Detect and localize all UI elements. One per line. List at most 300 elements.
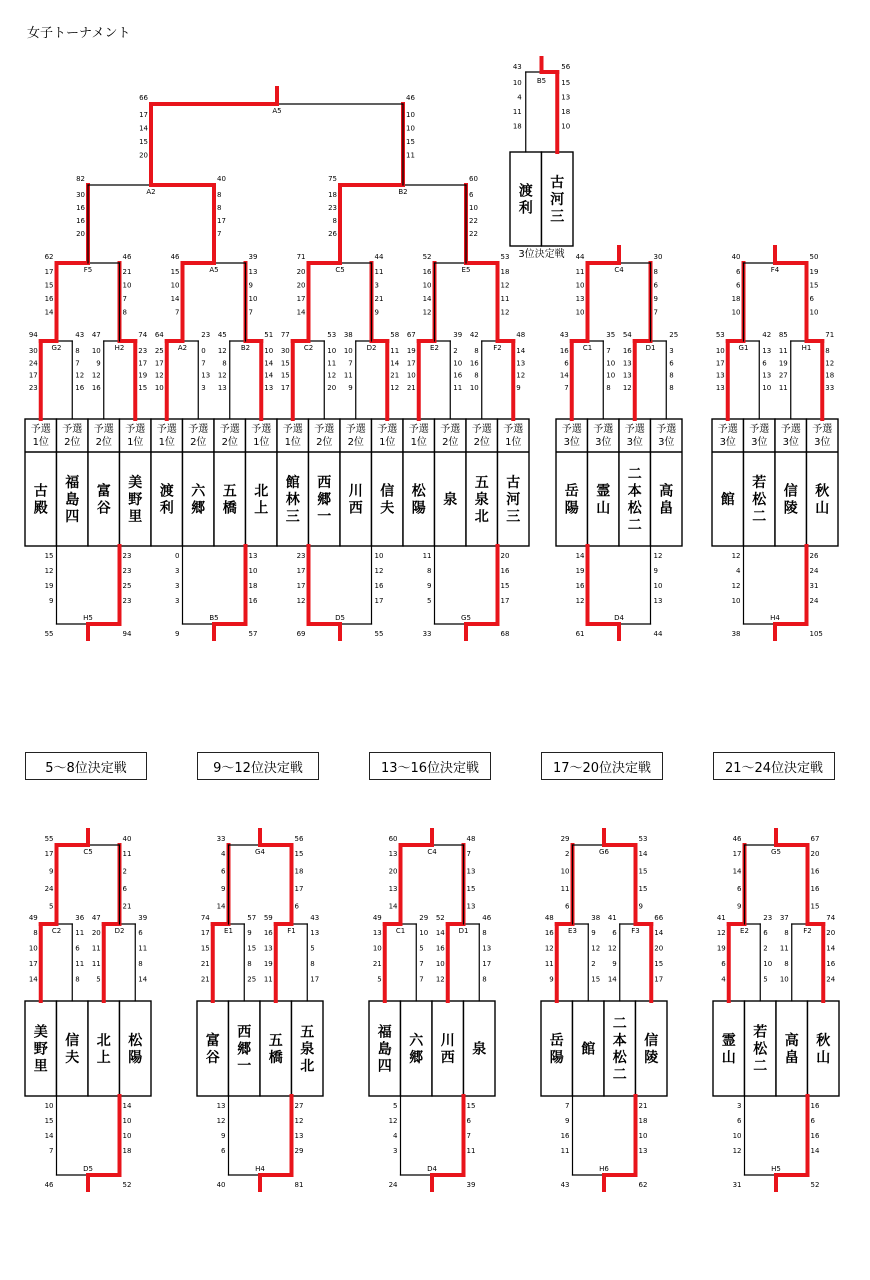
set-score: 10: [28, 944, 38, 953]
set-score: 3: [374, 281, 379, 290]
third-place-label: 3位決定戦: [518, 249, 565, 260]
team-name: 古河三: [506, 475, 521, 525]
score-total: 46: [732, 835, 742, 843]
set-score: 17: [28, 960, 38, 968]
set-score: 9: [653, 295, 658, 303]
set-score: 15: [44, 281, 54, 290]
team-name: 館林三: [285, 475, 300, 525]
set-score: 16: [75, 383, 85, 392]
set-score: 14: [810, 1147, 820, 1155]
set-score: 21: [406, 383, 416, 392]
set-score: 23: [122, 552, 132, 560]
score-total: 40: [217, 175, 226, 183]
set-score: 8: [784, 929, 789, 937]
score-total: 74: [826, 914, 836, 922]
set-score: 15: [294, 850, 304, 858]
match-code: C4: [614, 266, 624, 274]
set-score: 15: [200, 944, 210, 953]
match-code: E2: [430, 344, 439, 352]
score-total: 56: [561, 63, 571, 71]
set-score: 11: [466, 1147, 476, 1155]
set-score: 18: [638, 1117, 648, 1125]
team-name: 西郷一: [317, 475, 332, 525]
qualifier-tag: 予選: [377, 424, 398, 435]
set-score: 10: [809, 308, 819, 317]
score-total: 49: [28, 914, 38, 922]
set-score: 15: [654, 960, 664, 968]
set-score: 23: [328, 204, 337, 212]
set-score: 13: [762, 371, 772, 380]
set-score: 7: [75, 359, 80, 368]
set-score: 10: [122, 1117, 132, 1125]
score-total: 57: [248, 630, 258, 638]
team-name: 高畠: [659, 483, 674, 517]
set-score: 13: [653, 597, 663, 605]
set-score: 14: [138, 975, 148, 984]
team-name: 五橋: [222, 483, 237, 517]
set-score: 9: [638, 902, 643, 911]
set-score: 10: [406, 124, 415, 133]
set-score: 11: [778, 347, 788, 355]
set-score: 17: [500, 597, 510, 605]
set-score: 13: [762, 347, 772, 355]
set-score: 14: [390, 359, 400, 368]
set-score: 14: [139, 124, 148, 133]
score-total: 43: [560, 1181, 570, 1189]
set-score: 11: [406, 151, 415, 160]
set-score: 17: [154, 359, 164, 368]
set-score: 10: [327, 347, 337, 355]
set-score: 12: [327, 371, 337, 380]
set-score: 8: [669, 371, 674, 380]
qualifier-rank: 2位: [316, 437, 333, 448]
score-total: 74: [138, 331, 148, 339]
set-score: 15: [139, 138, 148, 146]
team-name: 六郷: [191, 483, 206, 517]
set-score: 17: [374, 597, 384, 605]
team-name: 松陽: [411, 483, 426, 517]
set-score: 18: [500, 268, 510, 276]
score-total: 105: [809, 630, 823, 638]
qualifier-rank: 1位: [410, 437, 427, 448]
set-score: 16: [622, 347, 632, 355]
set-score: 18: [122, 1147, 132, 1155]
set-score: 17: [296, 567, 306, 575]
score-total: 53: [715, 331, 725, 339]
set-score: 23: [122, 597, 132, 605]
set-score: 16: [76, 217, 85, 225]
set-score: 13: [622, 371, 632, 380]
set-score: 10: [374, 552, 384, 560]
match-code: D2: [114, 927, 125, 935]
qualifier-tag: 予選: [561, 424, 582, 435]
set-score: 9: [348, 383, 353, 392]
set-score: 17: [44, 268, 54, 276]
set-score: 16: [263, 929, 273, 937]
set-score: 17: [296, 582, 306, 590]
score-total: 48: [466, 835, 476, 843]
score-total: 75: [328, 175, 337, 183]
set-score: 17: [200, 929, 210, 937]
set-score: 14: [638, 850, 648, 858]
set-score: 9: [549, 975, 554, 984]
set-score: 5: [393, 1102, 398, 1110]
score-total: 30: [653, 253, 663, 261]
set-score: 18: [294, 867, 304, 876]
set-score: 6: [466, 1117, 471, 1125]
set-score: 6: [669, 359, 674, 368]
set-score: 8: [247, 960, 252, 968]
set-score: 7: [201, 359, 206, 368]
match-code: F2: [803, 927, 812, 935]
team-name: 美野里: [33, 1024, 48, 1075]
set-score: 10: [560, 867, 570, 876]
set-score: 13: [561, 93, 571, 102]
set-score: 7: [419, 975, 424, 984]
set-score: 8: [75, 975, 80, 984]
set-score: 10: [763, 960, 773, 968]
team-name: 五泉北: [474, 475, 489, 525]
qualifier-rank: 1位: [32, 437, 49, 448]
set-score: 2: [591, 960, 596, 968]
set-score: 6: [294, 902, 299, 911]
set-score: 20: [327, 383, 337, 392]
qualifier-rank: 3位: [751, 437, 768, 448]
team-name: 渡利: [159, 483, 174, 517]
set-score: 10: [264, 347, 274, 355]
set-score: 11: [453, 383, 463, 392]
score-total: 42: [762, 331, 772, 339]
set-score: 16: [560, 1132, 570, 1140]
qualifier-tag: 予選: [624, 424, 645, 435]
score-total: 67: [406, 331, 416, 339]
score-total: 48: [516, 331, 526, 339]
match-code: C2: [51, 927, 62, 935]
score-total: 44: [653, 630, 663, 638]
score-total: 62: [44, 253, 54, 261]
set-score: 25: [247, 975, 257, 984]
placement-caption: 21～24位決定戦: [713, 752, 835, 780]
score-total: 77: [280, 331, 290, 339]
set-score: 20: [296, 281, 306, 290]
set-score: 3: [175, 567, 180, 575]
set-score: 8: [138, 960, 143, 968]
match-code: G5: [771, 848, 781, 856]
set-score: 23: [122, 567, 132, 575]
score-total: 74: [200, 914, 210, 922]
match-code: G1: [738, 344, 749, 352]
qualifier-tag: 予選: [440, 424, 461, 435]
set-score: 7: [653, 308, 658, 317]
set-score: 14: [732, 867, 742, 876]
set-score: 14: [44, 1132, 54, 1140]
set-score: 14: [170, 295, 180, 303]
set-score: 13: [294, 1132, 304, 1140]
team-name: 北上: [254, 483, 269, 517]
match-code: B2: [398, 188, 408, 196]
set-score: 11: [343, 371, 353, 380]
set-score: 11: [327, 359, 337, 368]
set-score: 24: [44, 885, 54, 893]
set-score: 10: [732, 1132, 742, 1140]
set-score: 13: [466, 902, 476, 911]
set-score: 10: [469, 383, 479, 392]
set-score: 14: [607, 975, 617, 984]
set-score: 16: [469, 359, 479, 368]
match-code: D4: [427, 1165, 437, 1173]
set-score: 16: [500, 567, 510, 575]
page-title: 女子トーナメント: [27, 26, 131, 41]
set-score: 6: [810, 1117, 815, 1125]
set-score: 11: [138, 944, 148, 953]
set-score: 12: [390, 383, 400, 392]
set-score: 8: [482, 929, 487, 937]
set-score: 17: [732, 850, 742, 858]
set-score: 19: [575, 567, 585, 575]
set-score: 12: [500, 281, 510, 290]
score-total: 43: [75, 331, 85, 339]
set-score: 6: [221, 1147, 226, 1155]
set-score: 10: [248, 295, 258, 303]
set-score: 13: [715, 383, 725, 392]
set-score: 12: [44, 567, 54, 575]
set-score: 11: [91, 944, 101, 953]
qualifier-rank: 3位: [719, 437, 736, 448]
set-score: 6: [612, 929, 617, 937]
set-score: 24: [826, 975, 836, 984]
score-total: 46: [122, 253, 132, 261]
set-score: 15: [809, 281, 819, 290]
set-score: 10: [406, 111, 415, 119]
set-score: 13: [263, 944, 273, 953]
team-name: 五橋: [268, 1033, 283, 1066]
score-total: 46: [482, 914, 492, 922]
set-score: 12: [374, 567, 384, 575]
score-total: 82: [76, 175, 85, 183]
qualifier-tag: 予選: [188, 424, 209, 435]
set-score: 31: [809, 582, 819, 590]
set-score: 26: [328, 230, 337, 238]
score-total: 51: [264, 331, 274, 339]
match-code: D1: [458, 927, 469, 935]
score-total: 43: [310, 914, 320, 922]
set-score: 2: [763, 944, 768, 953]
set-score: 19: [44, 582, 54, 590]
set-score: 8: [33, 929, 38, 937]
set-score: 30: [76, 191, 85, 199]
qualifier-tag: 予選: [93, 424, 114, 435]
team-name: 泉: [472, 1041, 487, 1058]
set-score: 17: [715, 359, 725, 368]
qualifier-rank: 2位: [95, 437, 112, 448]
score-total: 58: [390, 331, 400, 339]
set-score: 7: [175, 308, 180, 317]
set-score: 22: [469, 230, 478, 238]
set-score: 13: [216, 1102, 226, 1110]
set-score: 11: [75, 929, 85, 937]
set-score: 14: [44, 308, 54, 317]
set-score: 4: [721, 975, 726, 984]
set-score: 13: [201, 371, 211, 380]
score-total: 38: [731, 630, 741, 638]
match-code: F2: [493, 344, 502, 352]
match-code: B5: [536, 77, 547, 85]
set-score: 13: [248, 268, 258, 276]
set-score: 7: [217, 230, 222, 238]
team-name: 富谷: [96, 483, 111, 517]
score-total: 39: [138, 914, 148, 922]
set-score: 8: [482, 975, 487, 984]
set-score: 15: [170, 268, 180, 276]
set-score: 20: [826, 929, 836, 937]
set-score: 7: [122, 295, 127, 303]
team-name: 信陵: [644, 1033, 659, 1066]
set-score: 7: [248, 308, 253, 317]
match-code: A5: [272, 107, 282, 115]
team-name: 岳陽: [549, 1033, 564, 1066]
set-score: 3: [175, 582, 180, 590]
set-score: 11: [75, 960, 85, 968]
set-score: 13: [372, 929, 382, 937]
set-score: 12: [91, 371, 101, 380]
set-score: 5: [419, 944, 424, 953]
score-total: 33: [216, 835, 226, 843]
set-score: 23: [138, 347, 148, 355]
qualifier-tag: 予選: [593, 424, 614, 435]
set-score: 10: [606, 371, 616, 380]
set-score: 10: [248, 567, 258, 575]
set-score: 8: [310, 960, 315, 968]
set-score: 12: [731, 552, 741, 560]
match-code: E5: [461, 266, 471, 274]
set-score: 15: [280, 371, 290, 380]
qualifier-tag: 予選: [156, 424, 177, 435]
set-score: 20: [139, 151, 148, 160]
score-total: 61: [575, 630, 585, 638]
score-total: 55: [44, 630, 54, 638]
set-score: 30: [28, 347, 38, 355]
set-score: 7: [466, 850, 471, 858]
set-score: 13: [388, 885, 398, 893]
team-name: 松陽: [128, 1033, 143, 1066]
set-score: 7: [419, 960, 424, 968]
set-score: 12: [731, 582, 741, 590]
set-score: 16: [575, 582, 585, 590]
qualifier-tag: 予選: [251, 424, 272, 435]
match-code: H6: [599, 1165, 609, 1173]
set-score: 8: [332, 217, 337, 225]
set-score: 10: [512, 79, 522, 87]
match-code: F5: [83, 266, 93, 274]
score-total: 60: [388, 835, 398, 843]
qualifier-rank: 1位: [253, 437, 270, 448]
set-score: 6: [138, 929, 143, 937]
match-code: D1: [645, 344, 656, 352]
score-total: 9: [175, 630, 180, 638]
score-total: 47: [91, 331, 101, 339]
team-name: 福島四: [377, 1024, 392, 1075]
score-total: 53: [500, 253, 510, 261]
score-total: 24: [388, 1181, 398, 1189]
match-code: H5: [83, 614, 93, 622]
set-score: 23: [296, 552, 306, 560]
set-score: 10: [606, 359, 616, 368]
set-score: 15: [500, 582, 510, 590]
match-code: G4: [255, 848, 265, 856]
set-score: 24: [809, 567, 819, 575]
set-score: 2: [565, 850, 570, 858]
set-score: 16: [374, 582, 384, 590]
set-score: 16: [810, 867, 820, 876]
match-code: F4: [770, 266, 780, 274]
set-score: 18: [731, 295, 741, 303]
score-total: 67: [810, 835, 820, 843]
set-score: 29: [294, 1147, 304, 1155]
set-score: 10: [731, 308, 741, 317]
set-score: 6: [221, 867, 226, 876]
set-score: 16: [810, 885, 820, 893]
score-total: 38: [591, 914, 601, 922]
set-score: 15: [466, 1102, 476, 1110]
match-code: H4: [770, 614, 780, 622]
match-code: A2: [146, 188, 156, 196]
match-code: B2: [240, 344, 251, 352]
set-score: 33: [825, 383, 835, 392]
set-score: 15: [280, 359, 290, 368]
score-total: 42: [469, 331, 479, 339]
set-score: 20: [388, 867, 398, 876]
score-total: 39: [466, 1181, 476, 1189]
set-score: 11: [512, 108, 522, 116]
set-score: 16: [810, 1132, 820, 1140]
team-name: 六郷: [409, 1033, 424, 1066]
score-total: 52: [122, 1181, 132, 1189]
set-score: 10: [422, 281, 432, 290]
score-total: 33: [422, 630, 432, 638]
set-score: 13: [388, 850, 398, 858]
set-score: 8: [474, 371, 479, 380]
set-score: 12: [217, 347, 227, 355]
set-score: 13: [715, 371, 725, 380]
set-score: 19: [138, 371, 148, 380]
set-score: 18: [561, 108, 571, 116]
qualifier-tag: 予選: [471, 424, 492, 435]
score-total: 31: [732, 1181, 742, 1189]
qualifier-tag: 予選: [503, 424, 524, 435]
set-score: 6: [565, 902, 570, 911]
team-name: 古殿: [33, 483, 48, 517]
set-score: 13: [482, 944, 492, 953]
team-name: 渡利: [518, 183, 533, 217]
qualifier-rank: 2位: [64, 437, 81, 448]
qualifier-tag: 予選: [30, 424, 51, 435]
match-code: C2: [303, 344, 314, 352]
team-name: 高畠: [784, 1033, 799, 1066]
score-total: 66: [139, 94, 148, 102]
team-name: 信夫: [65, 1033, 80, 1066]
score-total: 29: [560, 835, 570, 843]
set-score: 16: [810, 1102, 820, 1110]
match-code: C1: [582, 344, 593, 352]
set-score: 10: [154, 383, 164, 392]
team-name: 富谷: [205, 1033, 220, 1066]
score-total: 38: [343, 331, 353, 339]
set-score: 3: [393, 1147, 398, 1155]
set-score: 25: [154, 347, 164, 355]
set-score: 16: [248, 597, 258, 605]
score-total: 46: [170, 253, 180, 261]
set-score: 12: [622, 383, 632, 392]
